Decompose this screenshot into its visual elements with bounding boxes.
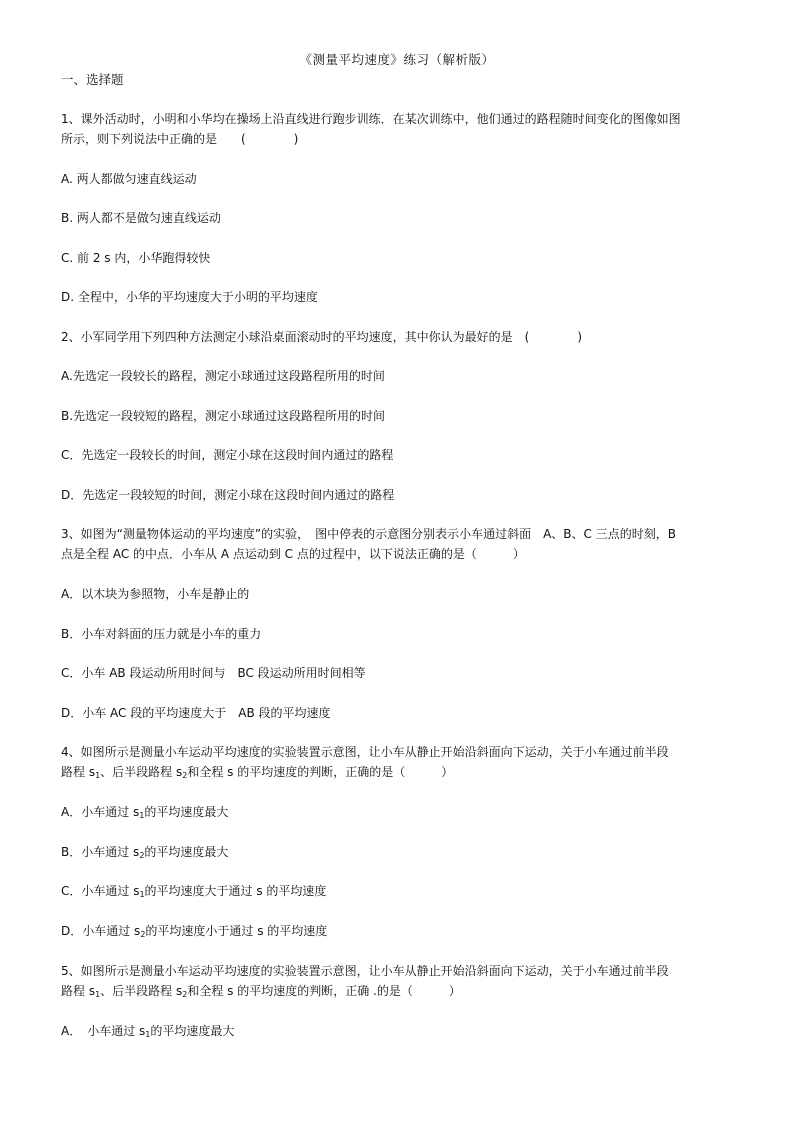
- subscript: 2: [182, 990, 188, 999]
- question-4-stem-text: 和全程 s 的平均速度的判断，正确的是（ ）: [187, 765, 454, 779]
- question-2-option-c: C．先选定一段较长的时间，测定小球在这段时间内通过的路程: [61, 448, 394, 462]
- option-text: A． 小车通过 s: [61, 1024, 146, 1038]
- question-2-option-d: D．先选定一段较短的时间，测定小球在这段时间内通过的路程: [61, 488, 395, 502]
- question-4-option-a: [61, 803, 228, 825]
- question-2-option-b: B.先选定一段较短的路程，测定小球通过这段路程所用的时间: [61, 409, 386, 423]
- subscript: 2: [182, 771, 188, 780]
- option-text: B．小车通过 s: [61, 845, 140, 859]
- option-text: 的平均速度最大: [144, 845, 229, 859]
- question-4-stem-text: 、后半段路程 s: [100, 765, 183, 779]
- question-4-stem-line-1: 4、如图所示是测量小车运动平均速度的实验装置示意图，让小车从静止开始沿斜面向下运动，关于小车通过前半段: [61, 745, 669, 759]
- subscript: 2: [139, 851, 145, 860]
- question-3-option-a: A．以木块为参照物，小车是静止的: [61, 587, 250, 601]
- question-4-stem-line-2: [61, 763, 453, 785]
- question-1-stem-line-1: 1、课外活动时，小明和小华均在操场上沿直线进行跑步训练．在某次训练中，他们通过的路程随时间变化的图像如图: [61, 112, 681, 126]
- question-4-stem-text: 路程 s: [61, 765, 96, 779]
- section-heading: 一、选择题: [61, 72, 124, 87]
- question-5-stem-text: 、后半段路程 s: [100, 984, 183, 998]
- question-4-option-d: [61, 922, 327, 944]
- question-2-stem: 2、小军同学用下列四种方法测定小球沿桌面滚动时的平均速度，其中你认为最好的是 ( ): [61, 330, 583, 344]
- subscript: 1: [95, 990, 101, 999]
- option-text: 的平均速度最大: [144, 805, 229, 819]
- question-1-stem-line-2: 所示，则下列说法中正确的是 ( ): [61, 132, 299, 146]
- option-text: D．小车通过 s: [61, 924, 141, 938]
- question-3-stem-line-1: 3、如图为“测量物体运动的平均速度”的实验， 图中停表的示意图分别表示小车通过斜面 A、B、C 三点的时刻，B: [61, 527, 676, 541]
- document-title: 《测量平均速度》练习（解析版）: [299, 52, 495, 67]
- question-5-option-a: [61, 1022, 234, 1044]
- subscript: 1: [139, 811, 145, 820]
- question-1-option-d: D. 全程中，小华的平均速度大于小明的平均速度: [61, 290, 318, 304]
- question-3-option-d: D．小车 AC 段的平均速度大于 AB 段的平均速度: [61, 706, 331, 720]
- option-text: A．小车通过 s: [61, 805, 140, 819]
- question-4-option-b: [61, 843, 228, 865]
- question-5-stem-line-1: 5、如图所示是测量小车运动平均速度的实验装置示意图，让小车从静止开始沿斜面向下运动，关于小车通过前半段: [61, 964, 669, 978]
- question-1-option-c: C. 前 2 s 内，小华跑得较快: [61, 251, 211, 265]
- subscript: 1: [145, 1030, 151, 1039]
- subscript: 1: [95, 771, 101, 780]
- question-4-option-c: [61, 882, 326, 904]
- option-text: C．小车通过 s: [61, 884, 140, 898]
- question-3-option-b: B．小车对斜面的压力就是小车的重力: [61, 627, 262, 641]
- option-text: 的平均速度小于通过 s 的平均速度: [145, 924, 328, 938]
- question-3-stem-line-2: 点是全程 AC 的中点．小车从 A 点运动到 C 点的过程中，以下说法正确的是（ ）: [61, 547, 525, 561]
- option-text: 的平均速度大于通过 s 的平均速度: [144, 884, 327, 898]
- subscript: 2: [140, 930, 146, 939]
- question-3-option-c: C．小车 AB 段运动所用时间与 BC 段运动所用时间相等: [61, 666, 366, 680]
- question-2-option-a: A.先选定一段较长的路程，测定小球通过这段路程所用的时间: [61, 369, 385, 383]
- question-1-option-a: A. 两人都做匀速直线运动: [61, 172, 197, 186]
- question-5-stem-text: 和全程 s 的平均速度的判断，正确 .的是（ ）: [187, 984, 461, 998]
- option-text: 的平均速度最大: [150, 1024, 235, 1038]
- question-1-option-b: B. 两人都不是做匀速直线运动: [61, 211, 221, 225]
- question-5-stem-text: 路程 s: [61, 984, 96, 998]
- subscript: 1: [139, 890, 145, 899]
- question-5-stem-line-2: [61, 982, 461, 1004]
